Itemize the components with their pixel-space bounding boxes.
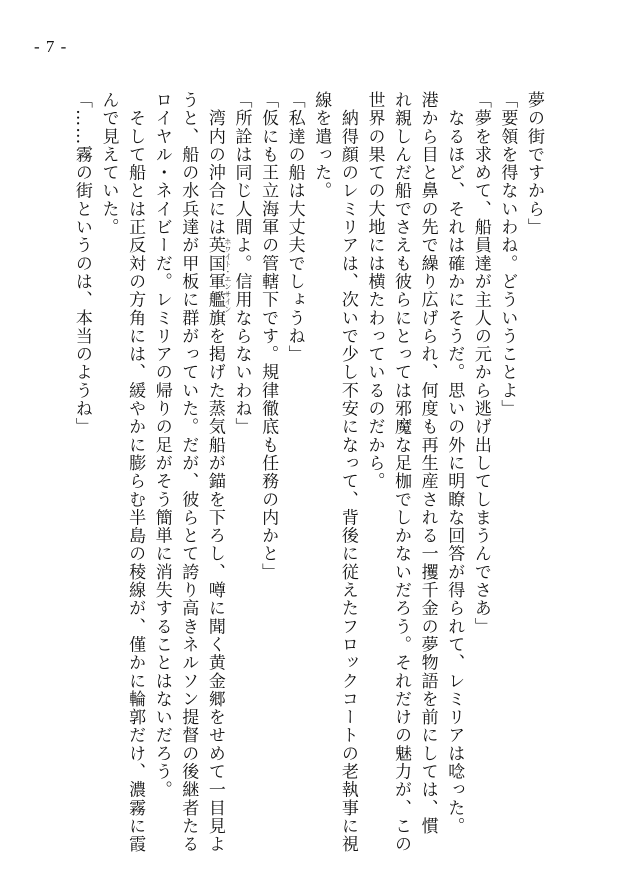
page-number: - 7 -	[34, 37, 68, 56]
text-line: んで見えていた。	[98, 91, 119, 237]
ruby-annotation: ホワイト・エンサイン	[223, 238, 232, 314]
text-line: れ親しんだ船でさえも彼らにとっては邪魔な足枷でしかないだろう。それだけの魅力が、この	[391, 91, 412, 854]
text-line: 線を遣った。	[311, 91, 332, 200]
text-line: うと、船の水兵達が甲板に群がっていた。だが、彼らとて誇り高きネルソン提督の後継者たる	[178, 91, 199, 854]
text-line: 世界の果ての大地には横たわっているのだから。	[364, 91, 385, 491]
text-line: 「私達の船は大丈夫でしょうね」	[284, 91, 305, 364]
text-line: 納得顔のレミリアは、次いで少し不安になって、背後に従えたフロックコートの老執事に視	[337, 91, 358, 854]
text-line: そして船とは正反対の方角には、緩やかに膨らむ半島の稜線が、僅かに輪郭だけ、濃霧に霞	[125, 91, 146, 854]
text-line: 「仮にも王立海軍の管轄下です。規律徹底も任務の内かと」	[258, 91, 279, 582]
text-line: 「……霧の街というのは、本当のようね」	[71, 91, 92, 436]
text-line: 「要領を得ないわね。どういうことよ」	[497, 91, 518, 418]
text-line: 「所詮は同じ人間よ。信用ならないわね」	[231, 91, 252, 436]
text-line: 「夢を求めて、船員達が主人の元から逃げ出してしまうんでさあ」	[470, 91, 491, 636]
text-line: 湾内の沖合には英国軍艦旗を掲げた蒸気船が錨を下ろし、噂に聞く黄金郷をせめて一目見よ	[204, 91, 225, 854]
text-line: 夢の街ですから」	[524, 91, 544, 237]
novel-text-body	[68, 91, 547, 854]
text-line: ロイヤル・ネイビーだ。レミリアの帰りの足がそう簡単に消失することはないだろう。	[151, 91, 172, 799]
text-line: なるほど、それは確かにそうだ。思いの外に明瞭な回答が得られて、レミリアは唸った。	[444, 91, 465, 836]
text-line: 港から目と鼻の先で繰り広げられ、何度も再生産される一攫千金の夢物語を前にしては、慣	[417, 91, 438, 836]
